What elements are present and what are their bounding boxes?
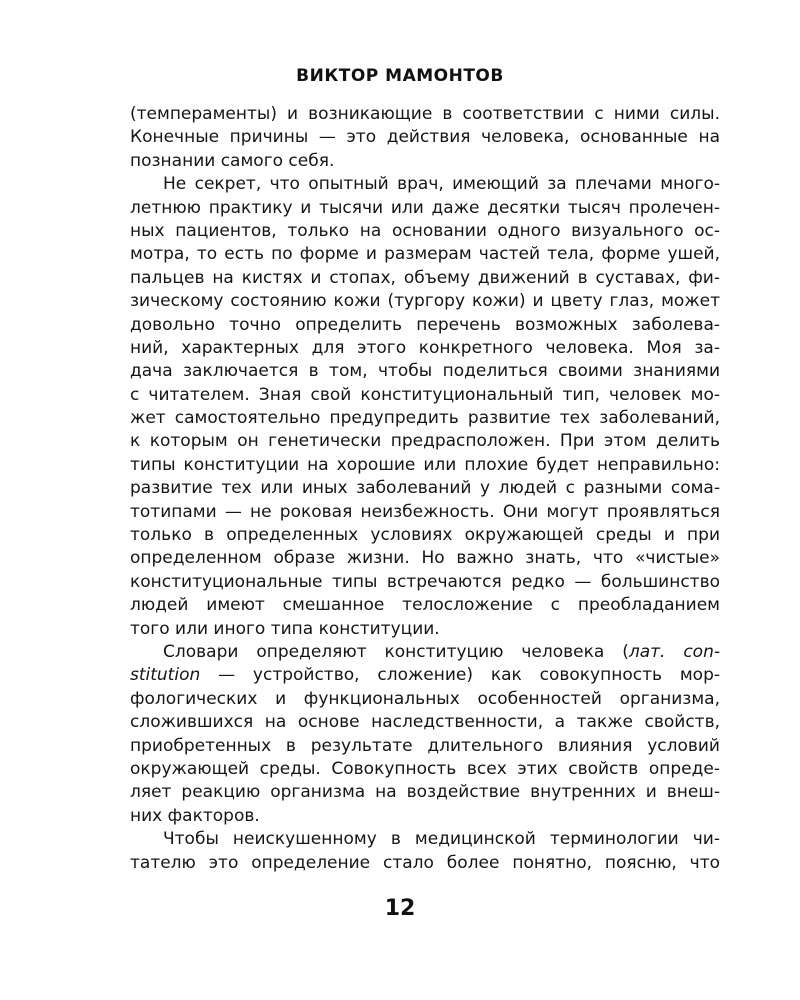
text-line: (темпераменты) и возникающие в соответствии с ними силы. — [130, 104, 720, 124]
text-line: развитие тех или иных заболеваний у людей с разными сома- — [130, 478, 720, 499]
text-line: мотра, то есть по форме и размерам частей тела, форме ушей, — [130, 244, 720, 265]
text-line: того или иного типа конституции. — [130, 618, 440, 639]
body-text — [130, 103, 720, 875]
text-line — [130, 641, 720, 664]
text-run: — устройство, сложение) как совокупность мор- — [200, 665, 720, 686]
text-line: только в определенных условиях окружающей среды и при — [130, 525, 720, 546]
text-line: тателю это определение стало более понятно, поясню, что — [130, 852, 720, 873]
text-line: людей имеют смешанное телосложение с преобладанием — [130, 595, 720, 616]
text-line: окружающей среды. Совокупность всех этих свойств опреде- — [130, 758, 720, 779]
text-line: типы конституции на хорошие или плохие будет неправильно: — [130, 454, 720, 475]
text-line: пальцев на кистях и стопах, объему движений в суставах, фи- — [130, 267, 720, 288]
page-number: 12 — [384, 896, 416, 921]
text-line: ляет реакцию организма на воздействие внутренних и внеш- — [130, 782, 720, 803]
text-line: с читателем. Зная свой конституциональный тип, человек мо- — [130, 384, 720, 405]
text-line: приобретенных в результате длительного влияния условий — [130, 735, 720, 756]
text-line: тотипами — не роковая неизбежность. Они могут проявляться — [130, 501, 720, 522]
text-line: ных пациентов, только на основании одного визуального ос- — [130, 220, 720, 241]
text-line: определенном образе жизни. Но важно знать, что «чистые» — [130, 548, 720, 569]
text-line — [130, 664, 720, 687]
text-line: сложившихся на основе наследственности, а также свойств, — [130, 712, 720, 733]
text-line: жет самостоятельно предупредить развитие тех заболеваний, — [130, 408, 720, 429]
text-line: летнюю практику и тысячи или даже десятки тысяч пролечен- — [130, 197, 720, 218]
text-line: зическому состоянию кожи (тургору кожи) и цвету глаз, может — [130, 291, 720, 312]
text-line: конституциональные типы встречаются редко — большинство — [130, 571, 720, 592]
text-line: Чтобы неискушенному в медицинской терминологии чи- — [163, 829, 720, 850]
text-line: ний, характерных для этого конкретного человека. Моя за- — [130, 337, 720, 358]
text-line: к которым он генетически предрасположен. При этом делить — [130, 431, 720, 452]
text-line: них факторов. — [130, 805, 260, 826]
text-line: Не секрет, что опытный врач, имеющий за плечами много- — [163, 174, 720, 195]
text-line: Конечные причины — это действия человека, основанные на — [130, 127, 720, 148]
running-head-author: ВИКТОР МАМОНТОВ — [296, 66, 504, 86]
text-line: познании самого себя. — [130, 150, 335, 171]
text-line: довольно точно определить перечень возможных заболева- — [130, 314, 720, 335]
italic-term: лат. con- — [628, 641, 720, 662]
italic-term: stitution — [130, 665, 201, 686]
text-run: Словари определяют конституцию человека ( — [163, 641, 629, 662]
text-line: дача заключается в том, чтобы поделиться своими знаниями — [130, 361, 720, 382]
text-line: фологических и функциональных особенностей организма, — [130, 688, 720, 709]
